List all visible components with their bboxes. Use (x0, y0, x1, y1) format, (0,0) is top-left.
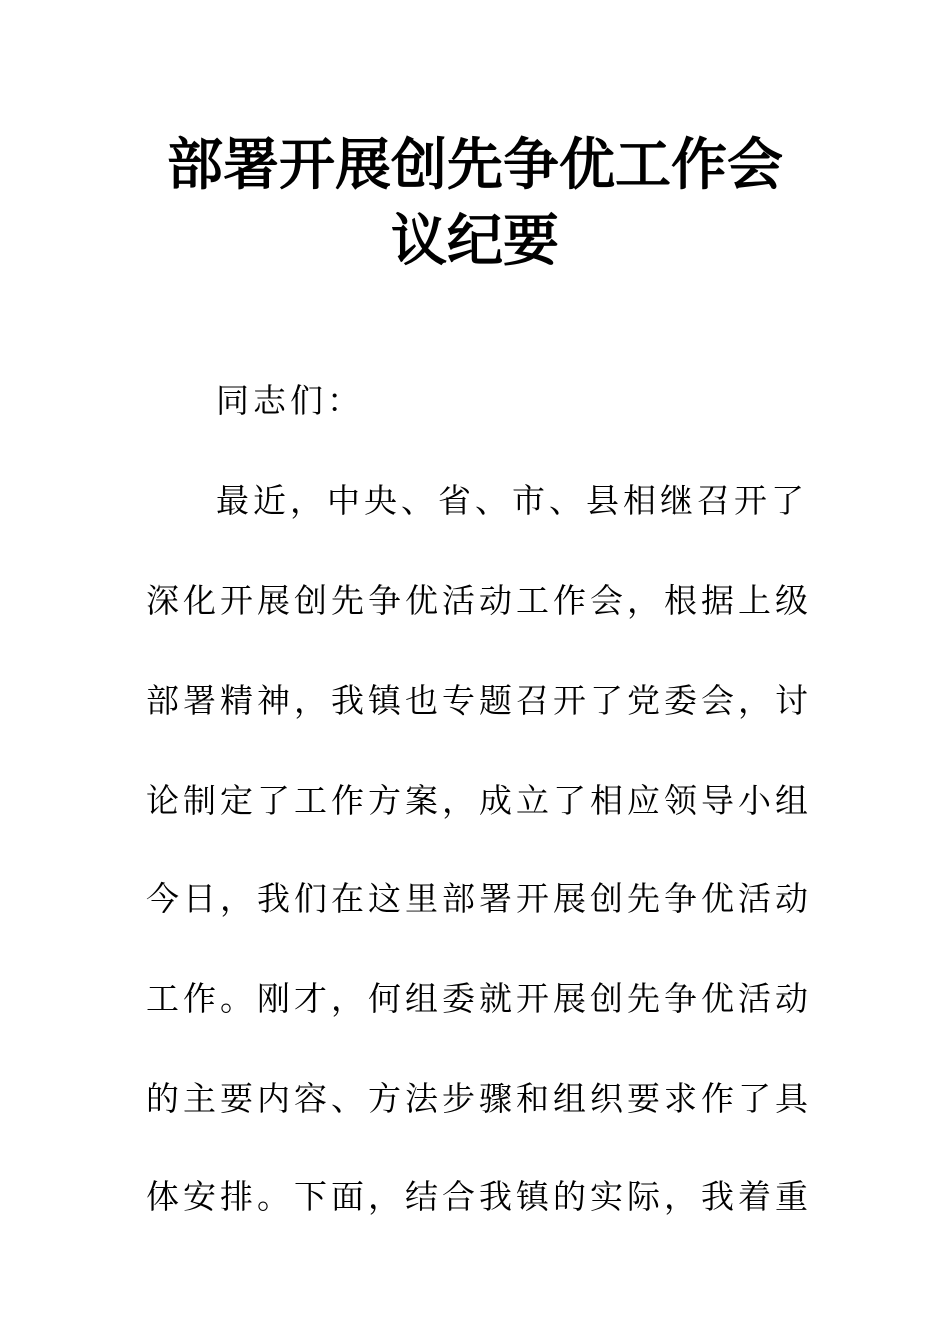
paragraph-line: 最近，中央、省、市、县相继召开了 (216, 481, 808, 520)
paragraph-line: 深化开展创先争优活动工作会，根据上级 (146, 581, 812, 620)
paragraph-line: 部署精神，我镇也专题召开了党委会，讨 (146, 681, 812, 720)
paragraph-line: 体安排。下面，结合我镇的实际，我着重 (146, 1177, 812, 1216)
paragraph-line: 论制定了工作方案，成立了相应领导小组 (146, 781, 812, 820)
salutation: 同志们： (216, 381, 364, 420)
paragraph-line: 工作。刚才，何组委就开展创先争优活动 (146, 979, 812, 1018)
paragraph-line: 的主要内容、方法步骤和组织要求作了具 (146, 1079, 812, 1118)
document-title-line-2: 议纪要 (391, 209, 559, 274)
paragraph-line: 今日，我们在这里部署开展创先争优活动 (146, 879, 812, 918)
document-title-line-1: 部署开展创先争优工作会 (167, 133, 783, 198)
